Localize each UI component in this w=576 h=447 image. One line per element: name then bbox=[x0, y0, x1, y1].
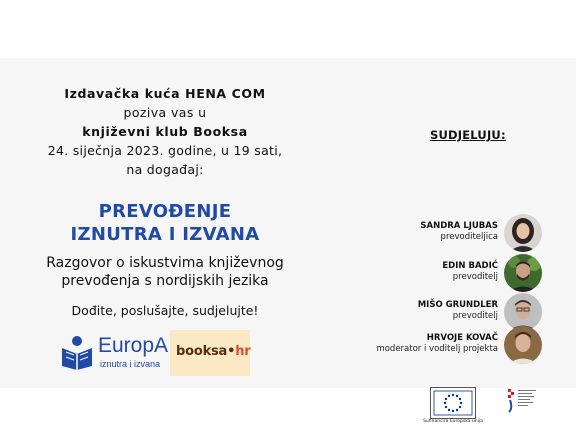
participant-name: EDIN BADIĆ bbox=[442, 261, 498, 271]
date-line: 24. siječnja 2023. godine, u 19 sati, bbox=[47, 143, 283, 158]
event-poster bbox=[0, 58, 576, 424]
booksa-wordmark: booksa•hr bbox=[176, 344, 251, 359]
event-title-line1: PREVOĐENJE bbox=[98, 201, 232, 222]
participant-name: HRVOJE KOVAČ bbox=[426, 333, 498, 343]
europa-subtitle: iznutra i izvana bbox=[100, 359, 161, 369]
invitation-panel bbox=[0, 58, 330, 388]
europa-name: EuropA bbox=[98, 334, 169, 357]
participant-role: prevoditeljica bbox=[440, 232, 498, 242]
event-subtitle-line1: Razgovor o iskustvima književnog bbox=[46, 255, 284, 271]
participant-role: prevoditelj bbox=[452, 272, 498, 282]
event-title-line2: IZNUTRA I IZVANA bbox=[70, 224, 260, 245]
participant-role: prevoditelj bbox=[452, 311, 498, 321]
participants-heading: SUDJELUJU: bbox=[430, 128, 506, 142]
croatia-ministry-logo bbox=[506, 388, 546, 418]
venue-line: književni klub Booksa bbox=[82, 124, 248, 139]
woman-portrait-icon bbox=[504, 214, 542, 252]
call-to-action: Dođite, poslušajte, sudjelujte! bbox=[71, 303, 259, 318]
europa-logo bbox=[60, 330, 169, 376]
invites-line: poziva vas u bbox=[123, 105, 207, 120]
eu-cofunding-caption: Sufinancira Europska unija bbox=[423, 419, 483, 424]
event-intro-line: na događaj: bbox=[126, 162, 204, 177]
event-subtitle-line2: prevođenja s nordijskih jezika bbox=[61, 273, 269, 289]
participant-name: MIŠO GRUNDLER bbox=[417, 300, 498, 310]
participant-card bbox=[360, 254, 550, 294]
participant-role: moderator i voditelj projekta bbox=[376, 344, 498, 354]
man-portrait-icon bbox=[504, 254, 542, 292]
booksa-logo bbox=[170, 330, 250, 376]
eu-flag-icon bbox=[430, 387, 476, 419]
man-portrait-icon bbox=[504, 326, 542, 364]
participant-card bbox=[360, 326, 550, 366]
publisher-line: Izdavačka kuća HENA COM bbox=[64, 86, 266, 101]
participant-card bbox=[360, 214, 550, 254]
open-book-icon bbox=[60, 334, 94, 370]
participant-name: SANDRA LJUBAS bbox=[420, 221, 498, 231]
